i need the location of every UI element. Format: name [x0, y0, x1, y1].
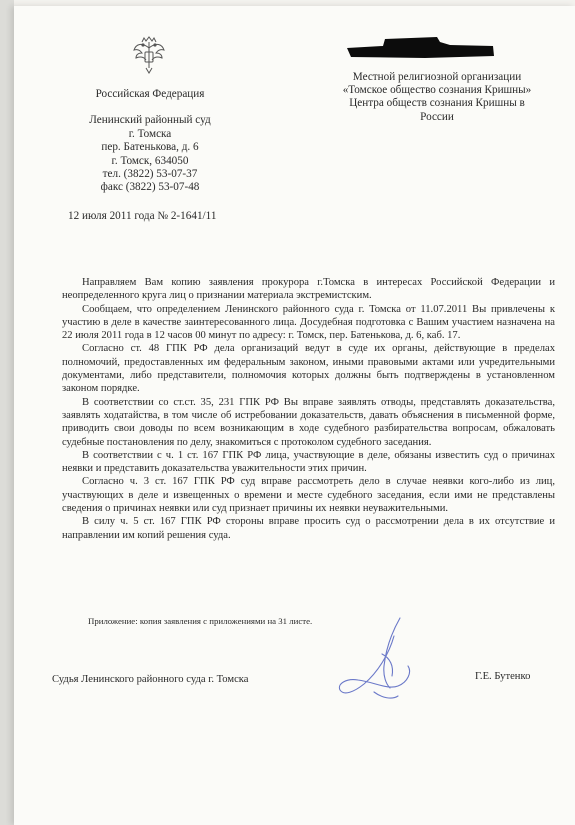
paragraph: Согласно ст. 48 ГПК РФ дела организаций ведут в суде их органы, действующие в пределах полномочий, предоставленных им федеральным законом, иными правовыми актами или учредительными документами, либо представители, полномочия которых должны быть подтверждены в установленном законом порядке.	[62, 343, 555, 395]
letter-body	[62, 276, 555, 542]
paragraph: В силу ч. 5 ст. 167 ГПК РФ стороны вправе просить суд о рассмотрении дела в их отсутствие и направлении им копий решения суда.	[62, 516, 555, 541]
judge-name: Г.Е. Бутенко	[475, 671, 531, 682]
country-name: Российская Федерация	[95, 88, 205, 100]
paragraph: Сообщаем, что определением Ленинского районного суда г. Томска от 11.07.2011 Вы привлечены к участию в деле в качестве заинтересованного лица. Досудебная подготовка с Вашим участием назначена на 22 июля 2011 года в 12 часов 00 минут по адресу: г. Томск, пер. Батенькова, д. 6, каб. 17.	[62, 303, 555, 342]
recipient-line: Центра обществ сознания Кришны в	[349, 97, 525, 110]
document-date-number: 12 июля 2011 года № 2-1641/11	[68, 210, 217, 222]
redaction-mark	[345, 36, 495, 60]
attachment-note: Приложение: копия заявления с приложениями на 31 листе.	[88, 616, 313, 626]
court-city-postcode: г. Томск, 634050	[111, 154, 189, 167]
recipient-block	[332, 71, 542, 124]
paragraph: В соответствии с ч. 1 ст. 167 ГПК РФ лица, участвующие в деле, обязаны известить суд о причинах неявки и представить доказательства уважительности этих причин.	[62, 449, 555, 475]
court-name: Ленинский районный суд	[89, 114, 211, 127]
paragraph: Направляем Вам копию заявления прокурора г.Томска в интересах Российской Федерации и неопределенного круга лиц о признании материала экстремистским.	[62, 277, 555, 302]
court-city: г. Томска	[128, 127, 172, 140]
recipient-line: России	[420, 110, 454, 123]
court-fax: факс (3822) 53-07-48	[100, 181, 200, 194]
court-phone: тел. (3822) 53-07-37	[102, 168, 198, 181]
paragraph: В соответствии со ст.ст. 35, 231 ГПК РФ Вы вправе заявлять отводы, представлять доказательства, заявлять ходатайства, в том числе об истребовании доказательств, давать объяснения в письменной форме, приводить свои доводы по всем возникающим в ходе судебного разбирательства вопросам, обжаловать судебные постановления по делу, знакомиться с протоколом судебного заседания.	[62, 396, 555, 448]
recipient-line: «Томское общество сознания Кришны»	[342, 84, 532, 97]
handwritten-signature	[334, 614, 424, 706]
paragraph: Согласно ч. 3 ст. 167 ГПК РФ суд вправе рассмотреть дело в случае неявки кого-либо из лиц, участвующих в деле и извещенных о времени и месте судебного заседания, если ими не представлены сведения о причинах неявки или суд признает причины их неявки неуважительными.	[62, 476, 555, 515]
coat-of-arms-icon	[132, 36, 166, 76]
judge-title: Судья Ленинского районного суда г. Томска	[52, 674, 249, 685]
sender-block	[40, 88, 260, 195]
court-street: пер. Батенькова, д. 6	[101, 141, 199, 154]
scan-edge	[0, 0, 14, 825]
recipient-line: Местной религиозной организации	[352, 71, 522, 83]
